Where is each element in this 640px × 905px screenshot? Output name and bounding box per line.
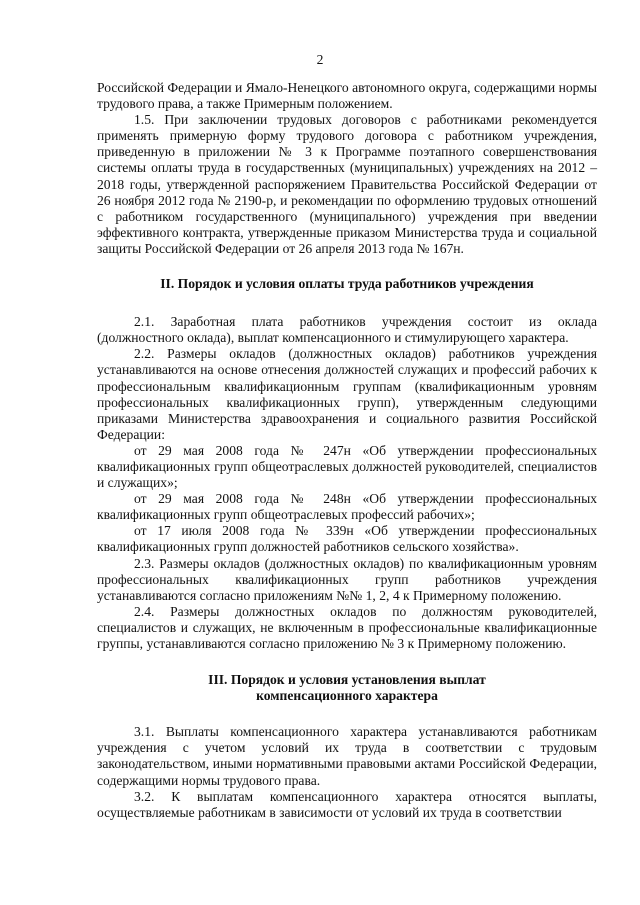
paragraph-order-247n: от 29 мая 2008 года № 247н «Об утверждении профессиональных квалификационных групп общеотраслевых должностей руководителей, специалистов и служащих»; — [97, 442, 597, 491]
paragraph-order-339n: от 17 июля 2008 года № 339н «Об утверждении профессиональных квалификационных групп должностей работников сельского хозяйства». — [97, 523, 597, 555]
page-number: 2 — [316, 52, 324, 67]
paragraph-clause-2-1: 2.1. Заработная плата работников учреждения состоит из оклада (должностного оклада), выплат компенсационного и стимулирующего характера. — [97, 314, 597, 346]
paragraph-intro-continuation: Российской Федерации и Ямало-Ненецкого автономного округа, содержащими нормы трудового права, а также Примерным положением. — [97, 80, 597, 112]
paragraph-order-248n: от 29 мая 2008 года № 248н «Об утверждении профессиональных квалификационных групп общеотраслевых профессий рабочих»; — [97, 491, 597, 523]
section-3-heading-line-2: компенсационного характера — [256, 688, 438, 704]
section-3-heading-line-1: III. Порядок и условия установления выплат — [208, 672, 486, 688]
paragraph-clause-1-5: 1.5. При заключении трудовых договоров с работниками рекомендуется применять примерную форму трудового договора с работником учреждения, приведенную в приложении № 3 к Программе поэтапного совершенствования системы оплаты труда в государственных (муниципальных) учреждениях на 2012 – 2018 годы, утвержденной распоряжением Правительства Российской Федерации от 26 ноября 2012 года № 2190-р, и рекомендации по оформлению трудовых отношений с работником государственного (муниципального) учреждения при введении эффективного контракта, утвержденные приказом Министерства труда и социальной защиты Российской Федерации от 26 апреля 2013 года № 167н. — [97, 112, 597, 256]
paragraph-clause-3-2: 3.2. К выплатам компенсационного характера относятся выплаты, осуществляемые работникам в зависимости от условий их труда в соответствии — [97, 788, 597, 820]
section-2-heading: II. Порядок и условия оплаты труда работников учреждения — [160, 276, 534, 292]
document-body — [97, 80, 597, 821]
paragraph-clause-2-4: 2.4. Размеры должностных окладов по должностям руководителей, специалистов и служащих, не включенным в профессиональные квалификационные группы, устанавливаются согласно приложению № 3 к Примерному положению. — [97, 603, 597, 651]
paragraph-clause-2-3: 2.3. Размеры окладов (должностных окладов) по квалификационным уровням профессиональных квалификационных групп работников учреждения устанавливаются согласно приложениям №№ 1, 2, 4 к Примерному положению. — [97, 555, 597, 603]
section-3-heading — [97, 672, 597, 704]
paragraph-clause-3-1: 3.1. Выплаты компенсационного характера устанавливаются работникам учреждения с учетом условий их труда в соответствии с трудовым законодательством, иными нормативными правовыми актами Российской Федерации, содержащими нормы трудового права. — [97, 724, 597, 788]
paragraph-clause-2-2: 2.2. Размеры окладов (должностных окладов) работников учреждения устанавливаются на основе отнесения должностей служащих и профессий рабочих к профессиональным квалификационным группам (квалификационным уровням профессиональных квалификационных групп), утвержденным следующими приказами Министерства здравоохранения и социального развития Российской Федерации: — [97, 346, 597, 442]
